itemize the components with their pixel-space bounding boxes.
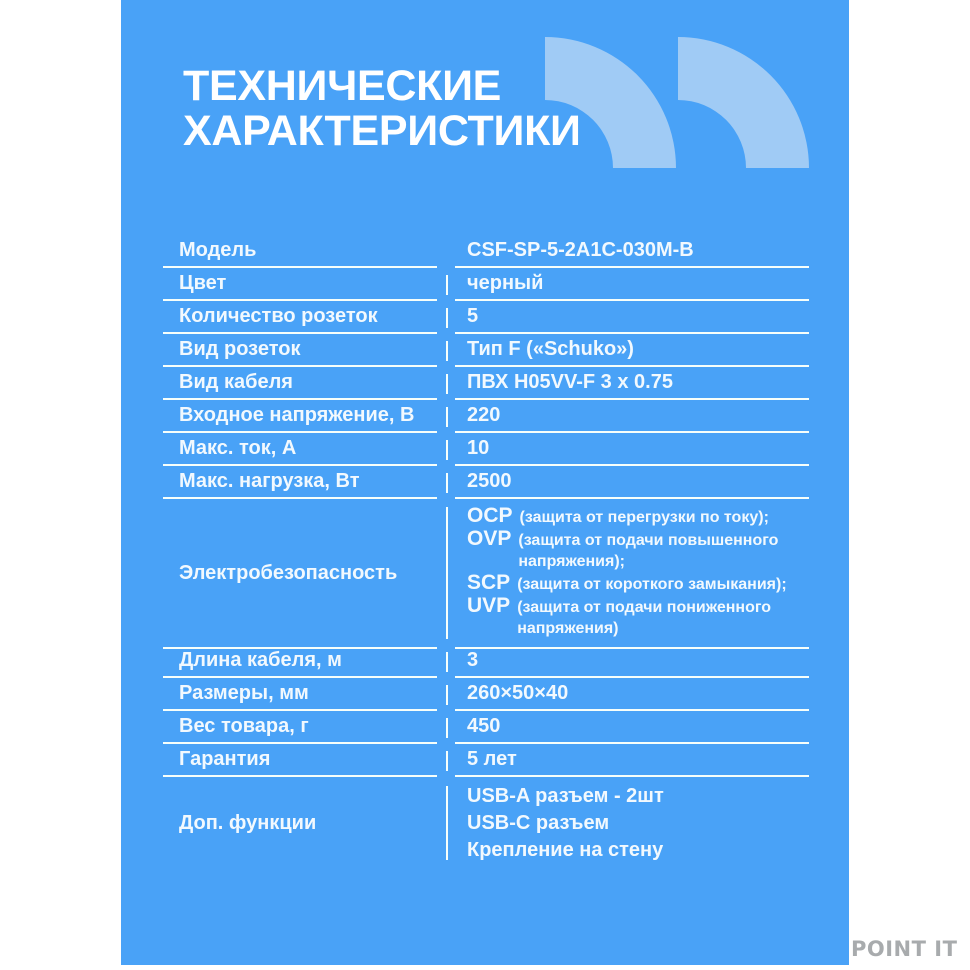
spec-value: CSF-SP-5-2A1C-030M-B — [455, 235, 809, 268]
extra-function-line: USB-A разъем - 2шт — [467, 784, 664, 807]
spec-label: Цвет — [163, 268, 437, 301]
quote-mark-decoration — [545, 37, 811, 168]
column-gap — [437, 268, 455, 301]
table-row-max-load — [163, 466, 809, 499]
column-separator — [446, 341, 448, 361]
protection-code: SCP — [467, 571, 511, 594]
column-gap — [437, 433, 455, 466]
blue-panel — [121, 0, 849, 965]
spec-label: Электробезопасность — [163, 499, 437, 649]
table-row-cable-type — [163, 367, 809, 400]
protection-entry — [467, 505, 769, 528]
spec-label: Вид розеток — [163, 334, 437, 367]
table-row-socket-type — [163, 334, 809, 367]
spec-value: 5 лет — [455, 744, 809, 777]
table-row-socket-count — [163, 301, 809, 334]
spec-label: Входное напряжение, В — [163, 400, 437, 433]
protection-code: UVP — [467, 594, 511, 617]
extra-function-line: USB-C разъем — [467, 811, 610, 834]
column-separator — [446, 275, 448, 295]
table-row-max-current — [163, 433, 809, 466]
column-separator — [446, 652, 448, 672]
column-gap — [437, 711, 455, 744]
protection-desc: (защита от подачи пониженного напряжения) — [517, 599, 772, 637]
table-row-weight — [163, 711, 809, 744]
column-gap — [437, 367, 455, 400]
column-gap — [437, 645, 455, 678]
spec-value: 10 — [455, 433, 809, 466]
column-separator — [446, 786, 448, 860]
table-row-electrical-safety — [163, 499, 809, 645]
protection-entry — [467, 572, 787, 595]
page-title-line2: ХАРАКТЕРИСТИКИ — [183, 107, 581, 155]
spec-value: черный — [455, 268, 809, 301]
table-row-model — [163, 235, 809, 268]
column-separator — [446, 374, 448, 394]
spec-table — [163, 235, 809, 869]
table-row-dimensions — [163, 678, 809, 711]
column-separator — [446, 308, 448, 328]
extra-function-line: Крепление на стену — [467, 838, 664, 861]
spec-value: ПВХ H05VV-F 3 x 0.75 — [455, 367, 809, 400]
column-separator — [446, 685, 448, 705]
table-row-warranty — [163, 744, 809, 777]
spec-label: Доп. функции — [179, 811, 317, 834]
table-row-color — [163, 268, 809, 301]
column-gap — [437, 499, 455, 649]
spec-value: 3 — [455, 645, 809, 678]
protection-entry — [467, 528, 809, 572]
protection-entry — [467, 595, 809, 639]
spec-label: Вид кабеля — [163, 367, 437, 400]
table-row-cable-length — [163, 645, 809, 678]
column-gap — [437, 744, 455, 777]
column-gap — [437, 301, 455, 334]
spec-value: 260×50×40 — [455, 678, 809, 711]
column-gap — [437, 235, 455, 268]
column-separator — [446, 407, 448, 427]
column-gap — [437, 678, 455, 711]
protection-desc: (защита от короткого замыкания); — [517, 576, 787, 593]
spec-value — [455, 499, 809, 649]
spec-label: Макс. ток, А — [163, 433, 437, 466]
protection-desc: (защита от подачи повышенного напряжения); — [518, 532, 779, 570]
spec-value: 220 — [455, 400, 809, 433]
spec-value: 450 — [455, 711, 809, 744]
column-separator — [446, 507, 448, 639]
quote-icon — [678, 37, 809, 168]
protection-code: OVP — [467, 527, 512, 550]
table-row-input-voltage — [163, 400, 809, 433]
spec-value: 2500 — [455, 466, 809, 499]
protection-code: OCP — [467, 504, 513, 527]
table-row-extra-functions — [163, 777, 809, 869]
spec-label: Модель — [163, 235, 437, 268]
spec-value — [455, 777, 809, 869]
spec-label: Гарантия — [163, 744, 437, 777]
page-title — [183, 64, 581, 154]
column-gap — [437, 466, 455, 499]
spec-label: Размеры, мм — [163, 678, 437, 711]
column-gap — [437, 400, 455, 433]
column-separator — [446, 718, 448, 738]
spec-value: 5 — [455, 301, 809, 334]
spec-label: Вес товара, г — [163, 711, 437, 744]
column-separator — [446, 440, 448, 460]
column-gap — [437, 334, 455, 367]
page-title-line1: ТЕХНИЧЕСКИЕ — [183, 62, 502, 110]
spec-label: Длина кабеля, м — [163, 645, 437, 678]
protection-desc: (защита от перегрузки по току); — [519, 509, 769, 526]
spec-value: Тип F («Schuko») — [455, 334, 809, 367]
watermark: POINT IT — [851, 937, 958, 961]
spec-label: Макс. нагрузка, Вт — [163, 466, 437, 499]
column-separator — [446, 473, 448, 493]
column-gap — [437, 777, 455, 869]
column-separator — [446, 751, 448, 771]
spec-label: Количество розеток — [163, 301, 437, 334]
